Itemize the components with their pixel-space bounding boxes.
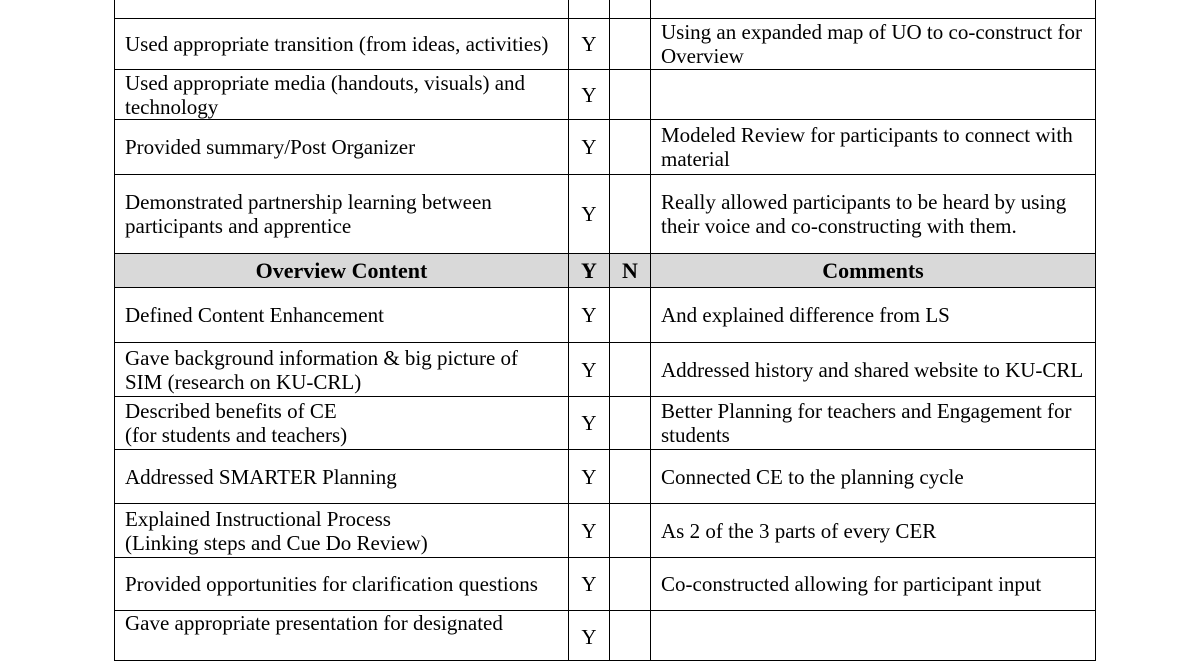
table-row [115, 70, 1096, 120]
yes-cell: Y [569, 70, 610, 120]
no-cell [610, 504, 651, 558]
criterion-cell: Addressed SMARTER Planning [115, 450, 569, 504]
criterion-cell [115, 504, 569, 558]
comment-cell: As 2 of the 3 parts of every CER [651, 504, 1096, 558]
no-cell [610, 175, 651, 254]
comment-cell: Connected CE to the planning cycle [651, 450, 1096, 504]
table-row [115, 504, 1096, 558]
comment-cell: Using an expanded map of UO to co-construct for Overview [651, 19, 1096, 70]
no-cell [610, 611, 651, 661]
criterion-cell: Provided opportunities for clarification questions [115, 558, 569, 611]
comment-cell: Better Planning for teachers and Engagement for students [651, 397, 1096, 450]
criterion-line: Explained Instructional Process [125, 506, 391, 531]
table-row [115, 175, 1096, 254]
table-row [115, 397, 1096, 450]
no-cell [610, 288, 651, 343]
table-row [115, 611, 1096, 661]
comment-cell [651, 70, 1096, 120]
table-row [115, 558, 1096, 611]
comment-cell: Really allowed participants to be heard by using their voice and co-constructing with them. [651, 175, 1096, 254]
yes-cell: Y [569, 175, 610, 254]
yes-cell: Y [569, 288, 610, 343]
comment-cell [651, 611, 1096, 661]
table-row [115, 0, 1096, 19]
comment-cell: Co-constructed allowing for participant input [651, 558, 1096, 611]
no-cell [610, 19, 651, 70]
comment-cell: And explained difference from LS [651, 288, 1096, 343]
criterion-line: (Linking steps and Cue Do Review) [125, 530, 428, 555]
table-row [115, 288, 1096, 343]
comment-cell: Addressed history and shared website to KU-CRL [651, 343, 1096, 397]
comments-column-header: Comments [651, 254, 1096, 288]
yes-cell: Y [569, 397, 610, 450]
criterion-cell: Used appropriate transition (from ideas, activities) [115, 19, 569, 70]
table-row [115, 19, 1096, 70]
criterion-cell: Defined Content Enhancement [115, 288, 569, 343]
yes-cell: Y [569, 19, 610, 70]
comment-cell: Modeled Review for participants to connect with material [651, 120, 1096, 175]
yes-cell [569, 0, 610, 19]
no-cell [610, 450, 651, 504]
table-row [115, 120, 1096, 175]
table-row [115, 450, 1096, 504]
section-title: Overview Content [115, 254, 569, 288]
criterion-cell [115, 397, 569, 450]
yes-cell: Y [569, 611, 610, 661]
yes-cell: Y [569, 343, 610, 397]
yes-cell: Y [569, 504, 610, 558]
yes-cell: Y [569, 450, 610, 504]
criterion-cell: Gave appropriate presentation for designated [115, 611, 569, 661]
criterion-cell: Provided summary/Post Organizer [115, 120, 569, 175]
no-cell [610, 70, 651, 120]
yes-column-header: Y [569, 254, 610, 288]
criterion-cell [115, 0, 569, 19]
no-cell [610, 343, 651, 397]
section-header-row [115, 254, 1096, 288]
yes-cell: Y [569, 120, 610, 175]
no-column-header: N [610, 254, 651, 288]
criterion-cell: Demonstrated partnership learning between participants and apprentice [115, 175, 569, 254]
no-cell [610, 120, 651, 175]
comment-cell [651, 0, 1096, 19]
yes-cell: Y [569, 558, 610, 611]
no-cell [610, 397, 651, 450]
criterion-line: (for students and teachers) [125, 423, 348, 447]
no-cell [610, 0, 651, 19]
criterion-line: Described benefits of CE [125, 399, 337, 423]
criterion-cell: Gave background information & big picture of SIM (research on KU-CRL) [115, 343, 569, 397]
evaluation-table [114, 0, 1096, 661]
criterion-cell: Used appropriate media (handouts, visuals) and technology [115, 70, 569, 120]
no-cell [610, 558, 651, 611]
table-row [115, 343, 1096, 397]
